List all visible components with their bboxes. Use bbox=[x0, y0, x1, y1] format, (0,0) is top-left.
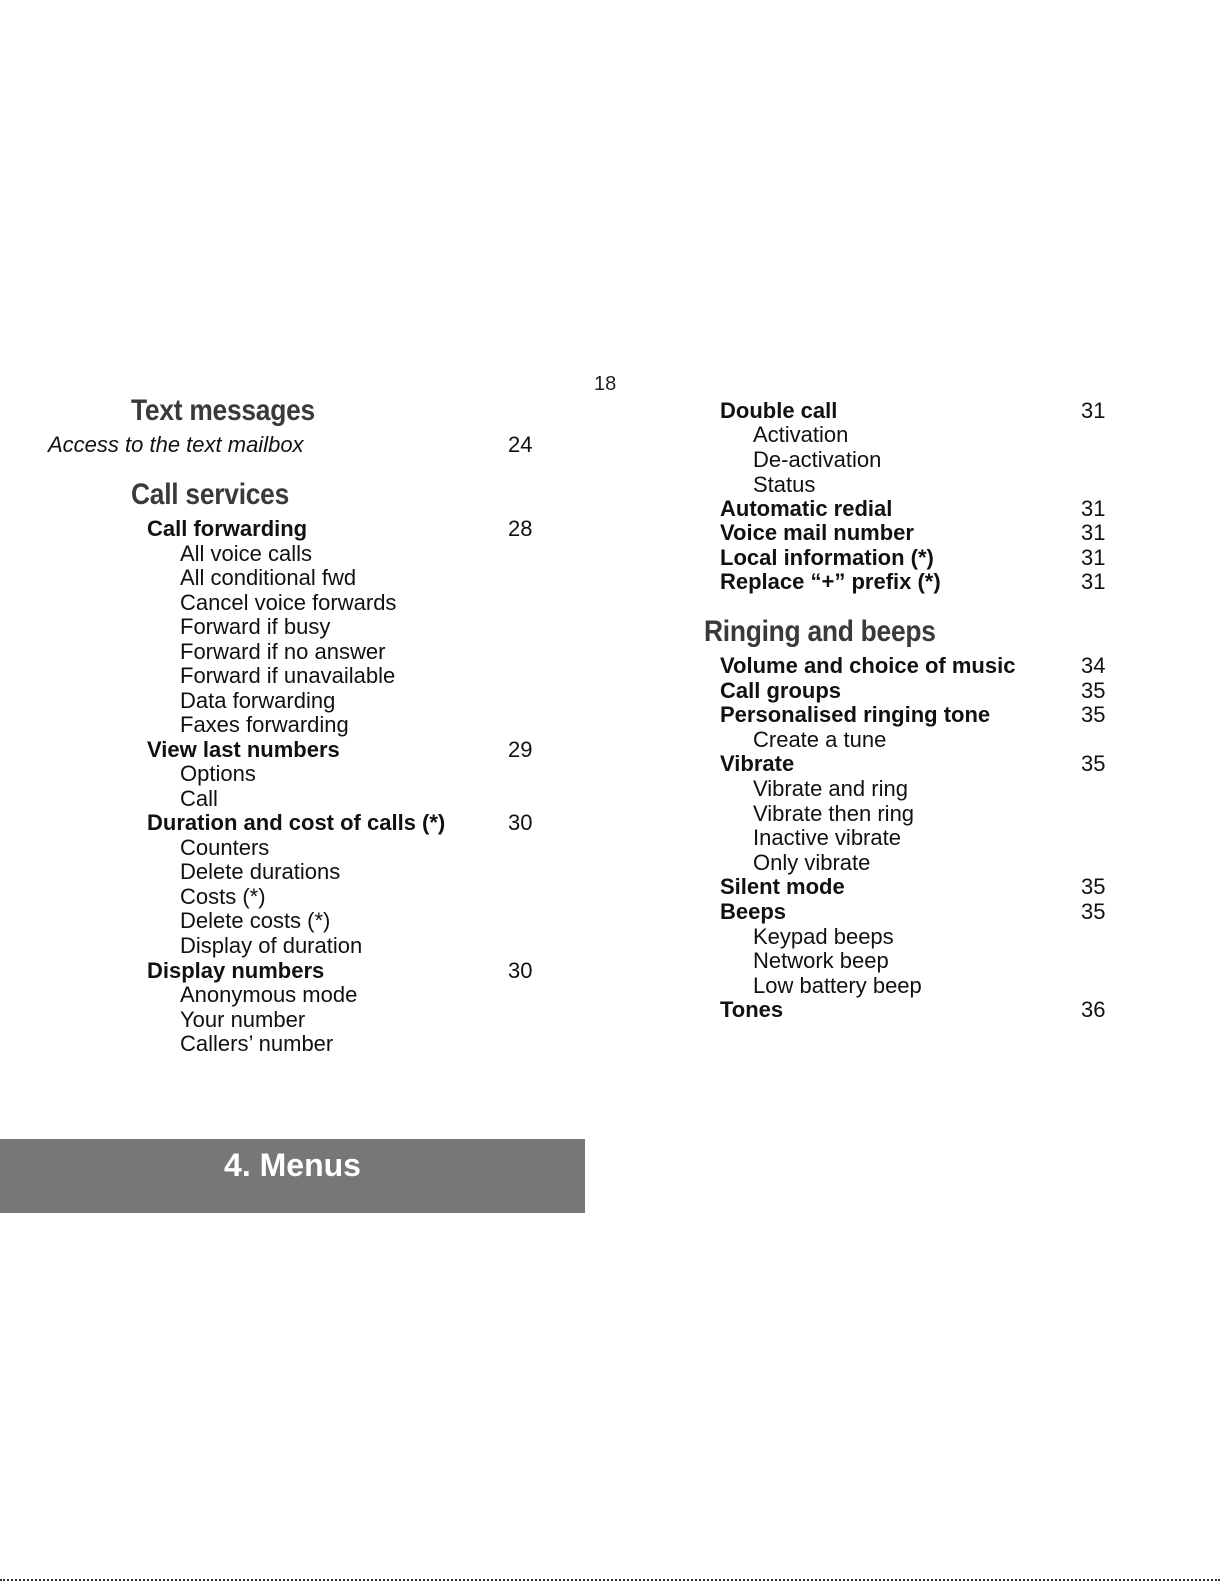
toc-subitem[interactable]: Delete costs (*) bbox=[180, 908, 331, 933]
toc-item-voice-mail-number[interactable]: Voice mail number bbox=[720, 520, 914, 545]
toc-item-text-mailbox[interactable]: Access to the text mailbox bbox=[48, 432, 304, 457]
section-title-text-messages: Text messages bbox=[131, 394, 315, 427]
section-title-call-services: Call services bbox=[131, 478, 290, 511]
toc-item-vibrate[interactable]: Vibrate bbox=[720, 751, 795, 776]
section-title-ringing-and-beeps: Ringing and beeps bbox=[704, 615, 936, 648]
bottom-dotted-divider bbox=[0, 1579, 1220, 1581]
toc-item-beeps[interactable]: Beeps bbox=[720, 899, 787, 924]
chapter-banner bbox=[0, 1139, 585, 1213]
toc-item-duration-cost[interactable]: Duration and cost of calls (*) bbox=[147, 810, 446, 835]
toc-page: 31 bbox=[1081, 545, 1106, 570]
toc-item-silent-mode[interactable]: Silent mode bbox=[720, 874, 845, 899]
toc-subitem[interactable]: Forward if busy bbox=[180, 614, 331, 639]
toc-item-volume-music[interactable]: Volume and choice of music bbox=[720, 653, 1016, 678]
toc-page: 31 bbox=[1081, 496, 1106, 521]
toc-item-call-groups[interactable]: Call groups bbox=[720, 678, 842, 703]
toc-item-local-information[interactable]: Local information (*) bbox=[720, 545, 934, 570]
toc-item-display-numbers[interactable]: Display numbers bbox=[147, 958, 325, 983]
toc-page: 35 bbox=[1081, 751, 1106, 776]
toc-item-view-last-numbers[interactable]: View last numbers bbox=[147, 737, 340, 762]
toc-subitem[interactable]: Callers’ number bbox=[180, 1031, 334, 1056]
toc-page: 35 bbox=[1081, 874, 1106, 899]
toc-subitem[interactable]: Only vibrate bbox=[753, 850, 871, 875]
toc-subitem[interactable]: Your number bbox=[180, 1007, 306, 1032]
toc-subitem[interactable]: Counters bbox=[180, 835, 270, 860]
toc-page: 30 bbox=[508, 810, 533, 835]
toc-page: 30 bbox=[508, 958, 533, 983]
toc-page: 36 bbox=[1081, 997, 1106, 1022]
toc-subitem[interactable]: Faxes forwarding bbox=[180, 712, 349, 737]
toc-subitem[interactable]: Keypad beeps bbox=[753, 924, 894, 949]
toc-subitem[interactable]: De-activation bbox=[753, 447, 882, 472]
toc-subitem[interactable]: Activation bbox=[753, 422, 849, 447]
toc-subitem[interactable]: Display of duration bbox=[180, 933, 363, 958]
toc-subitem[interactable]: Vibrate then ring bbox=[753, 801, 915, 826]
toc-subitem[interactable]: Options bbox=[180, 761, 256, 786]
toc-page: 28 bbox=[508, 516, 533, 541]
toc-subitem[interactable]: Data forwarding bbox=[180, 688, 336, 713]
toc-item-replace-prefix[interactable]: Replace “+” prefix (*) bbox=[720, 569, 941, 594]
toc-item-personalised-tone[interactable]: Personalised ringing tone bbox=[720, 702, 991, 727]
toc-page: 35 bbox=[1081, 678, 1106, 703]
toc-subitem[interactable]: Inactive vibrate bbox=[753, 825, 901, 850]
toc-subitem[interactable]: Network beep bbox=[753, 948, 889, 973]
toc-page: 31 bbox=[1081, 520, 1106, 545]
toc-subitem[interactable]: Low battery beep bbox=[753, 973, 922, 998]
toc-subitem[interactable]: Anonymous mode bbox=[180, 982, 358, 1007]
toc-page: 24 bbox=[508, 432, 533, 457]
toc-subitem[interactable]: Vibrate and ring bbox=[753, 776, 908, 801]
toc-item-tones[interactable]: Tones bbox=[720, 997, 784, 1022]
toc-subitem[interactable]: Status bbox=[753, 472, 816, 497]
toc-subitem[interactable]: All conditional fwd bbox=[180, 565, 357, 590]
toc-page: 31 bbox=[1081, 569, 1106, 594]
toc-page: 35 bbox=[1081, 702, 1106, 727]
toc-item-automatic-redial[interactable]: Automatic redial bbox=[720, 496, 893, 521]
toc-page: 31 bbox=[1081, 398, 1106, 423]
toc-subitem[interactable]: All voice calls bbox=[180, 541, 313, 566]
toc-item-call-forwarding[interactable]: Call forwarding bbox=[147, 516, 308, 541]
toc-subitem[interactable]: Call bbox=[180, 786, 218, 811]
toc-item-double-call[interactable]: Double call bbox=[720, 398, 838, 423]
page-number: 18 bbox=[594, 373, 617, 395]
toc-page: 34 bbox=[1081, 653, 1106, 678]
chapter-title: 4. Menus bbox=[224, 1147, 361, 1183]
toc-subitem[interactable]: Create a tune bbox=[753, 727, 887, 752]
toc-subitem[interactable]: Cancel voice forwards bbox=[180, 590, 397, 615]
toc-subitem[interactable]: Forward if unavailable bbox=[180, 663, 396, 688]
toc-page: 35 bbox=[1081, 899, 1106, 924]
toc-subitem[interactable]: Costs (*) bbox=[180, 884, 266, 909]
toc-subitem[interactable]: Delete durations bbox=[180, 859, 341, 884]
toc-page: 29 bbox=[508, 737, 533, 762]
toc-subitem[interactable]: Forward if no answer bbox=[180, 639, 386, 664]
